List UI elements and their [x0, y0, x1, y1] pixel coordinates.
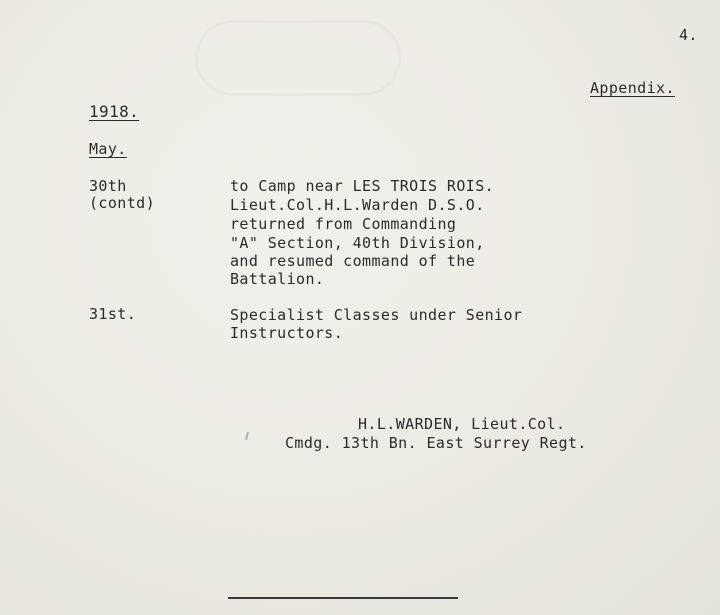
entry-text-line: returned from Commanding: [230, 215, 457, 233]
appendix-heading: Appendix.: [590, 79, 675, 97]
entry-text-line: Lieut.Col.H.L.Warden D.S.O.: [230, 196, 485, 214]
entry-date-line: (contd): [89, 194, 156, 212]
signature-name-line: H.L.WARDEN, Lieut.Col.: [358, 415, 566, 433]
entry-text-line: Instructors.: [230, 324, 344, 342]
entry-text-line: "A" Section, 40th Division,: [230, 234, 485, 252]
bleed-through-stamp: [195, 20, 401, 96]
year-heading: 1918.: [89, 102, 140, 121]
entry-text-line: Battalion.: [230, 270, 325, 288]
entry-date-line: 31st.: [89, 305, 137, 323]
entry-text-line: to Camp near LES TROIS ROIS.: [230, 177, 495, 195]
entry-date-line: 30th: [89, 177, 127, 195]
entry-text-line: Specialist Classes under Senior: [230, 306, 523, 324]
pencil-mark: [245, 432, 249, 440]
closing-rule: [228, 597, 458, 599]
entry-text-line: and resumed command of the: [230, 252, 476, 270]
signature-unit-line: Cmdg. 13th Bn. East Surrey Regt.: [285, 434, 587, 452]
page-number: 4.: [679, 26, 698, 44]
month-heading: May.: [89, 140, 127, 158]
